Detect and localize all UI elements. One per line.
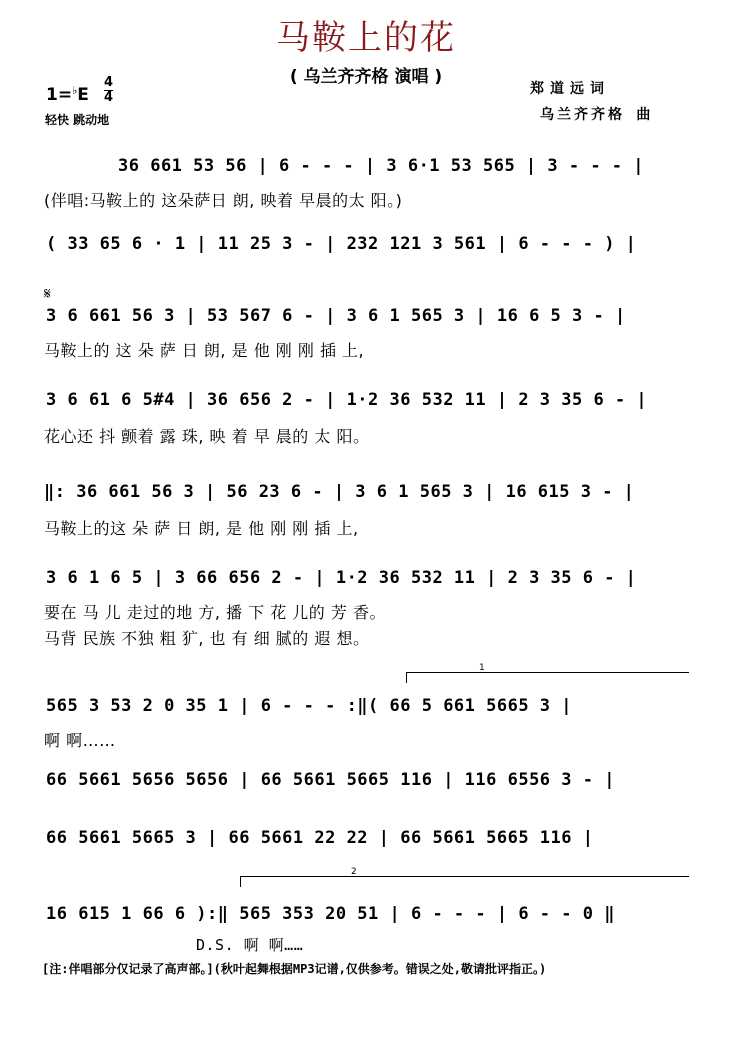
score-line-3-lyrics: 马鞍上的 这 朵 萨 日 朗, 是 他 刚 刚 插 上, [44,341,365,360]
composer-credit: 乌兰齐齐格 曲 [540,107,654,123]
volta-bracket-1 [406,663,689,683]
score-line-1-notes: 36 661 53 56 | 6 - - - | 3 6·1 53 565 | 3 - - - | [118,156,645,176]
song-title: 马鞍上的花 [276,18,456,58]
score-line-8-notes: 66 5661 5656 5656 | 66 5661 5665 116 | 116 6556 3 - | [46,770,615,790]
score-line-6-notes: 3 6 1 6 5 | 3 66 656 2 - | 1·2 36 532 11 | 2 3 35 6 - | [46,568,637,588]
key-note: E [77,85,89,105]
score-line-10-notes: 16 615 1 66 6 ):‖ 565 353 20 51 | 6 - - - | 6 - - 0 ‖ [46,904,615,924]
volta-2-number: 2 [351,867,357,877]
score-line-9-notes: 66 5661 5665 3 | 66 5661 22 22 | 66 5661 5665 116 | [46,828,594,848]
time-signature [104,76,113,105]
score-line-5-lyrics: 马鞍上的这 朵 萨 日 朗, 是 他 刚 刚 插 上, [44,519,359,538]
score-line-6-lyrics-verse-1: 要在 马 儿 走过的地 方, 播 下 花 儿的 芳 香。 [44,603,386,622]
score-line-4-notes: 3 6 61 6 5#4 | 36 656 2 - | 1·2 36 532 11 | 2 3 35 6 - | [46,390,648,410]
volta-1-number: 1 [479,663,485,673]
key-signature [46,84,89,105]
score-line-5-notes: ‖: 36 661 56 3 | 56 23 6 - | 3 6 1 565 3 | 16 615 3 - | [44,482,635,502]
flat-sign: ♭ [72,84,78,97]
score-line-7-notes: 565 3 53 2 0 35 1 | 6 - - - :‖( 66 5 661 5665 3 | [46,696,573,716]
lyricist-credit: 郑道远词 [530,81,610,97]
key-prefix: 1= [46,85,73,105]
score-line-10-lyrics: D.S. 啊 啊…… [196,936,304,954]
time-signature-top: 4 [104,75,114,90]
score-line-1-lyrics: (伴唱:马鞍上的 这朵萨日 朗, 映着 早晨的太 阳。) [44,191,403,210]
tempo-marking: 轻快 跳动地 [45,113,110,127]
score-line-3-notes: 3 6 661 56 3 | 53 567 6 - | 3 6 1 565 3 | 16 6 5 3 - | [46,306,626,326]
score-line-4-lyrics: 花心还 抖 颤着 露 珠, 映 着 早 晨的 太 阳。 [44,427,370,446]
score-line-2-notes: ( 33 65 6 · 1 | 11 25 3 - | 232 121 3 561 | 6 - - - ) | [46,234,637,254]
volta-bracket-2 [240,867,689,887]
score-line-7-lyrics: 啊 啊…… [44,731,116,750]
singer-credit: ( 乌兰齐齐格 演唱 ) [289,67,443,87]
footer-note: [注:伴唱部分仅记录了高声部。](秋叶起舞根据MP3记谱,仅供参考。错误之处,敬请批评指正。) [42,962,547,976]
segno-sign: 𝄋 [44,284,51,303]
score-line-6-lyrics-verse-2: 马背 民族 不独 粗 犷, 也 有 细 腻的 遐 想。 [44,629,370,648]
time-signature-bottom: 4 [104,90,114,105]
